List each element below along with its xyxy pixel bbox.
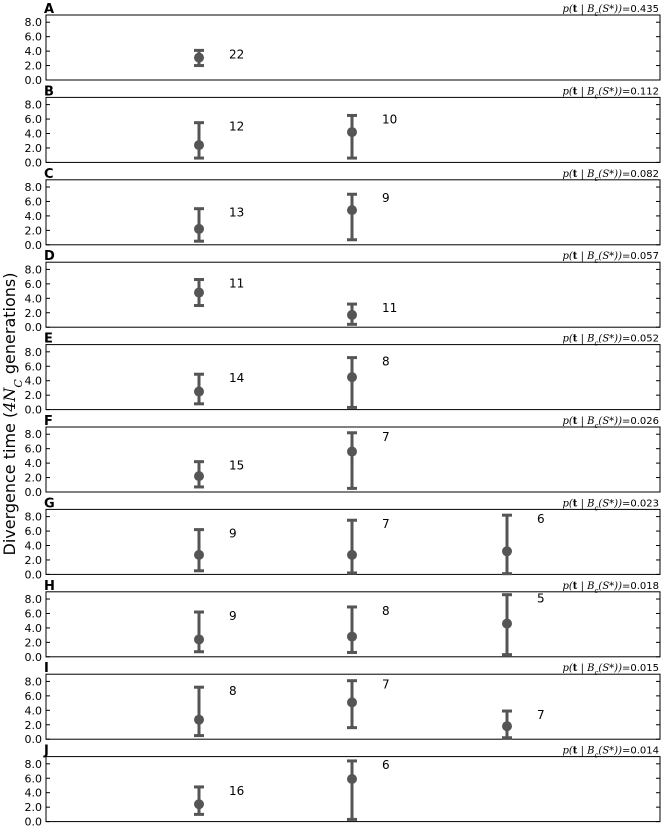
panel-probability-label: p(t | $B_c(S*))=0.057$	[562, 251, 659, 266]
y-tick-label: 6.0	[24, 30, 42, 44]
count-label: 8	[229, 684, 237, 699]
count-label: 12	[229, 119, 245, 134]
y-tick-label: 8.0	[24, 675, 42, 689]
data-point	[502, 721, 512, 731]
data-point	[194, 387, 204, 397]
y-tick-label: 8.0	[24, 345, 42, 359]
data-point	[194, 471, 204, 481]
y-tick-label: 4.0	[24, 457, 42, 471]
count-label: 9	[229, 526, 237, 541]
y-tick-label: 2.0	[24, 801, 42, 815]
y-tick-label: 6.0	[24, 195, 42, 209]
y-tick-label: 8.0	[24, 510, 42, 524]
count-label: 7	[382, 677, 390, 692]
panel-letter: C	[44, 166, 54, 182]
y-tick-label: 2.0	[24, 553, 42, 567]
y-tick-label: 4.0	[24, 374, 42, 388]
count-label: 7	[382, 429, 390, 444]
panel-probability-label: p(t | $B_c(S*))=0.435$	[562, 4, 659, 18]
count-label: 8	[382, 354, 390, 369]
panel-letter: G	[44, 496, 55, 512]
count-label: 10	[382, 112, 398, 127]
y-tick-label: 6.0	[24, 277, 42, 291]
y-tick-label: 2.0	[24, 718, 42, 732]
y-tick-label: 0.0	[24, 321, 42, 335]
panel-letter: E	[44, 331, 53, 347]
panel-letter: I	[44, 661, 49, 677]
y-tick-label: 0.0	[24, 156, 42, 170]
panel-letter: A	[44, 2, 55, 17]
panel-h	[25, 579, 661, 664]
y-tick-label: 2.0	[24, 389, 42, 403]
y-tick-label: 6.0	[24, 689, 42, 703]
y-tick-label: 8.0	[24, 16, 42, 30]
data-point	[347, 127, 357, 137]
y-tick-label: 4.0	[24, 45, 42, 59]
y-tick-label: 2.0	[24, 306, 42, 320]
y-tick-label: 0.0	[24, 74, 42, 87]
y-tick-label: 6.0	[24, 442, 42, 456]
panel-probability-label: p(t | $B_c(S*))=0.082$	[562, 168, 659, 183]
data-point	[194, 53, 204, 63]
y-tick-label: 6.0	[24, 360, 42, 374]
data-point	[502, 619, 512, 629]
y-tick-label: 2.0	[24, 59, 42, 73]
panel-letter: B	[44, 84, 54, 100]
count-label: 9	[229, 609, 237, 624]
count-label: 7	[382, 517, 390, 532]
data-point	[347, 697, 357, 707]
y-tick-label: 0.0	[24, 238, 42, 252]
panel-b	[25, 84, 661, 169]
count-label: 11	[229, 276, 245, 291]
data-point	[347, 447, 357, 457]
panel-probability-label: p(t | $B_c(S*))=0.023$	[562, 498, 659, 513]
panel-probability-label: p(t | $B_c(S*))=0.052$	[562, 333, 659, 348]
panel-c	[25, 167, 661, 252]
y-tick-label: 4.0	[24, 621, 42, 635]
y-tick-label: 8.0	[24, 263, 42, 277]
y-tick-label: 4.0	[24, 704, 42, 718]
y-tick-label: 8.0	[24, 593, 42, 607]
y-tick-label: 0.0	[24, 403, 42, 417]
data-point	[194, 288, 204, 298]
count-label: 5	[537, 591, 545, 606]
panel-frame	[46, 15, 660, 80]
count-label: 6	[382, 757, 390, 772]
panel-probability-label: p(t | $B_c(S*))=0.018$	[562, 580, 659, 595]
y-tick-label: 8.0	[24, 181, 42, 195]
panel-letter: H	[44, 578, 55, 594]
y-tick-label: 2.0	[24, 224, 42, 238]
data-point	[194, 634, 204, 644]
y-tick-label: 2.0	[24, 636, 42, 650]
data-point	[347, 205, 357, 215]
count-label: 6	[537, 512, 545, 527]
panels-group	[25, 2, 661, 829]
y-tick-label: 4.0	[24, 292, 42, 306]
y-tick-label: 2.0	[24, 141, 42, 155]
y-tick-label: 8.0	[24, 98, 42, 112]
panel-probability-label: p(t | $B_c(S*))=0.026$	[562, 416, 659, 430]
data-point	[347, 310, 357, 320]
panel-d	[25, 249, 661, 334]
y-axis-label: Divergence time ($4N_C$ generations)	[0, 272, 25, 556]
panel-probability-label: p(t | $B_c(S*))=0.015$	[562, 663, 659, 678]
data-point	[347, 632, 357, 642]
count-label: 16	[229, 783, 245, 798]
data-point	[194, 715, 204, 725]
y-tick-label: 8.0	[24, 428, 42, 442]
panel-e	[25, 332, 661, 417]
y-tick-label: 8.0	[24, 757, 42, 771]
count-label: 15	[229, 458, 245, 473]
y-tick-label: 4.0	[24, 786, 42, 800]
panel-i	[25, 661, 661, 746]
count-label: 8	[382, 603, 390, 618]
y-tick-label: 0.0	[24, 568, 42, 582]
data-point	[194, 140, 204, 150]
data-point	[194, 224, 204, 234]
panel-letter: D	[44, 249, 55, 265]
panel-g	[25, 496, 661, 581]
panel-probability-label: p(t | $B_c(S*))=0.112$	[562, 86, 659, 101]
data-point	[347, 372, 357, 382]
y-tick-label: 6.0	[24, 525, 42, 539]
y-tick-label: 2.0	[24, 471, 42, 485]
count-label: 22	[229, 47, 245, 62]
data-point	[194, 550, 204, 560]
y-tick-label: 6.0	[24, 607, 42, 621]
data-point	[347, 550, 357, 560]
panel-letter: J	[44, 743, 49, 759]
y-tick-label: 0.0	[24, 733, 42, 747]
panel-j	[25, 744, 661, 829]
data-point	[347, 774, 357, 784]
panel-probability-label: p(t | $B_c(S*))=0.014$	[562, 745, 659, 760]
y-tick-label: 0.0	[24, 815, 42, 829]
count-label: 13	[229, 205, 245, 220]
panel-f	[25, 414, 661, 499]
y-tick-label: 0.0	[24, 650, 42, 664]
data-point	[194, 799, 204, 809]
y-tick-label: 6.0	[24, 772, 42, 786]
count-label: 14	[229, 371, 245, 386]
count-label: 11	[382, 301, 398, 316]
panel-letter: F	[44, 414, 53, 429]
count-label: 7	[537, 708, 545, 723]
y-tick-label: 0.0	[24, 486, 42, 499]
count-label: 9	[382, 191, 390, 206]
panel-a	[25, 2, 661, 87]
data-point	[502, 546, 512, 556]
y-tick-label: 4.0	[24, 127, 42, 141]
y-tick-label: 6.0	[24, 113, 42, 127]
y-tick-label: 4.0	[24, 209, 42, 223]
y-tick-label: 4.0	[24, 539, 42, 553]
